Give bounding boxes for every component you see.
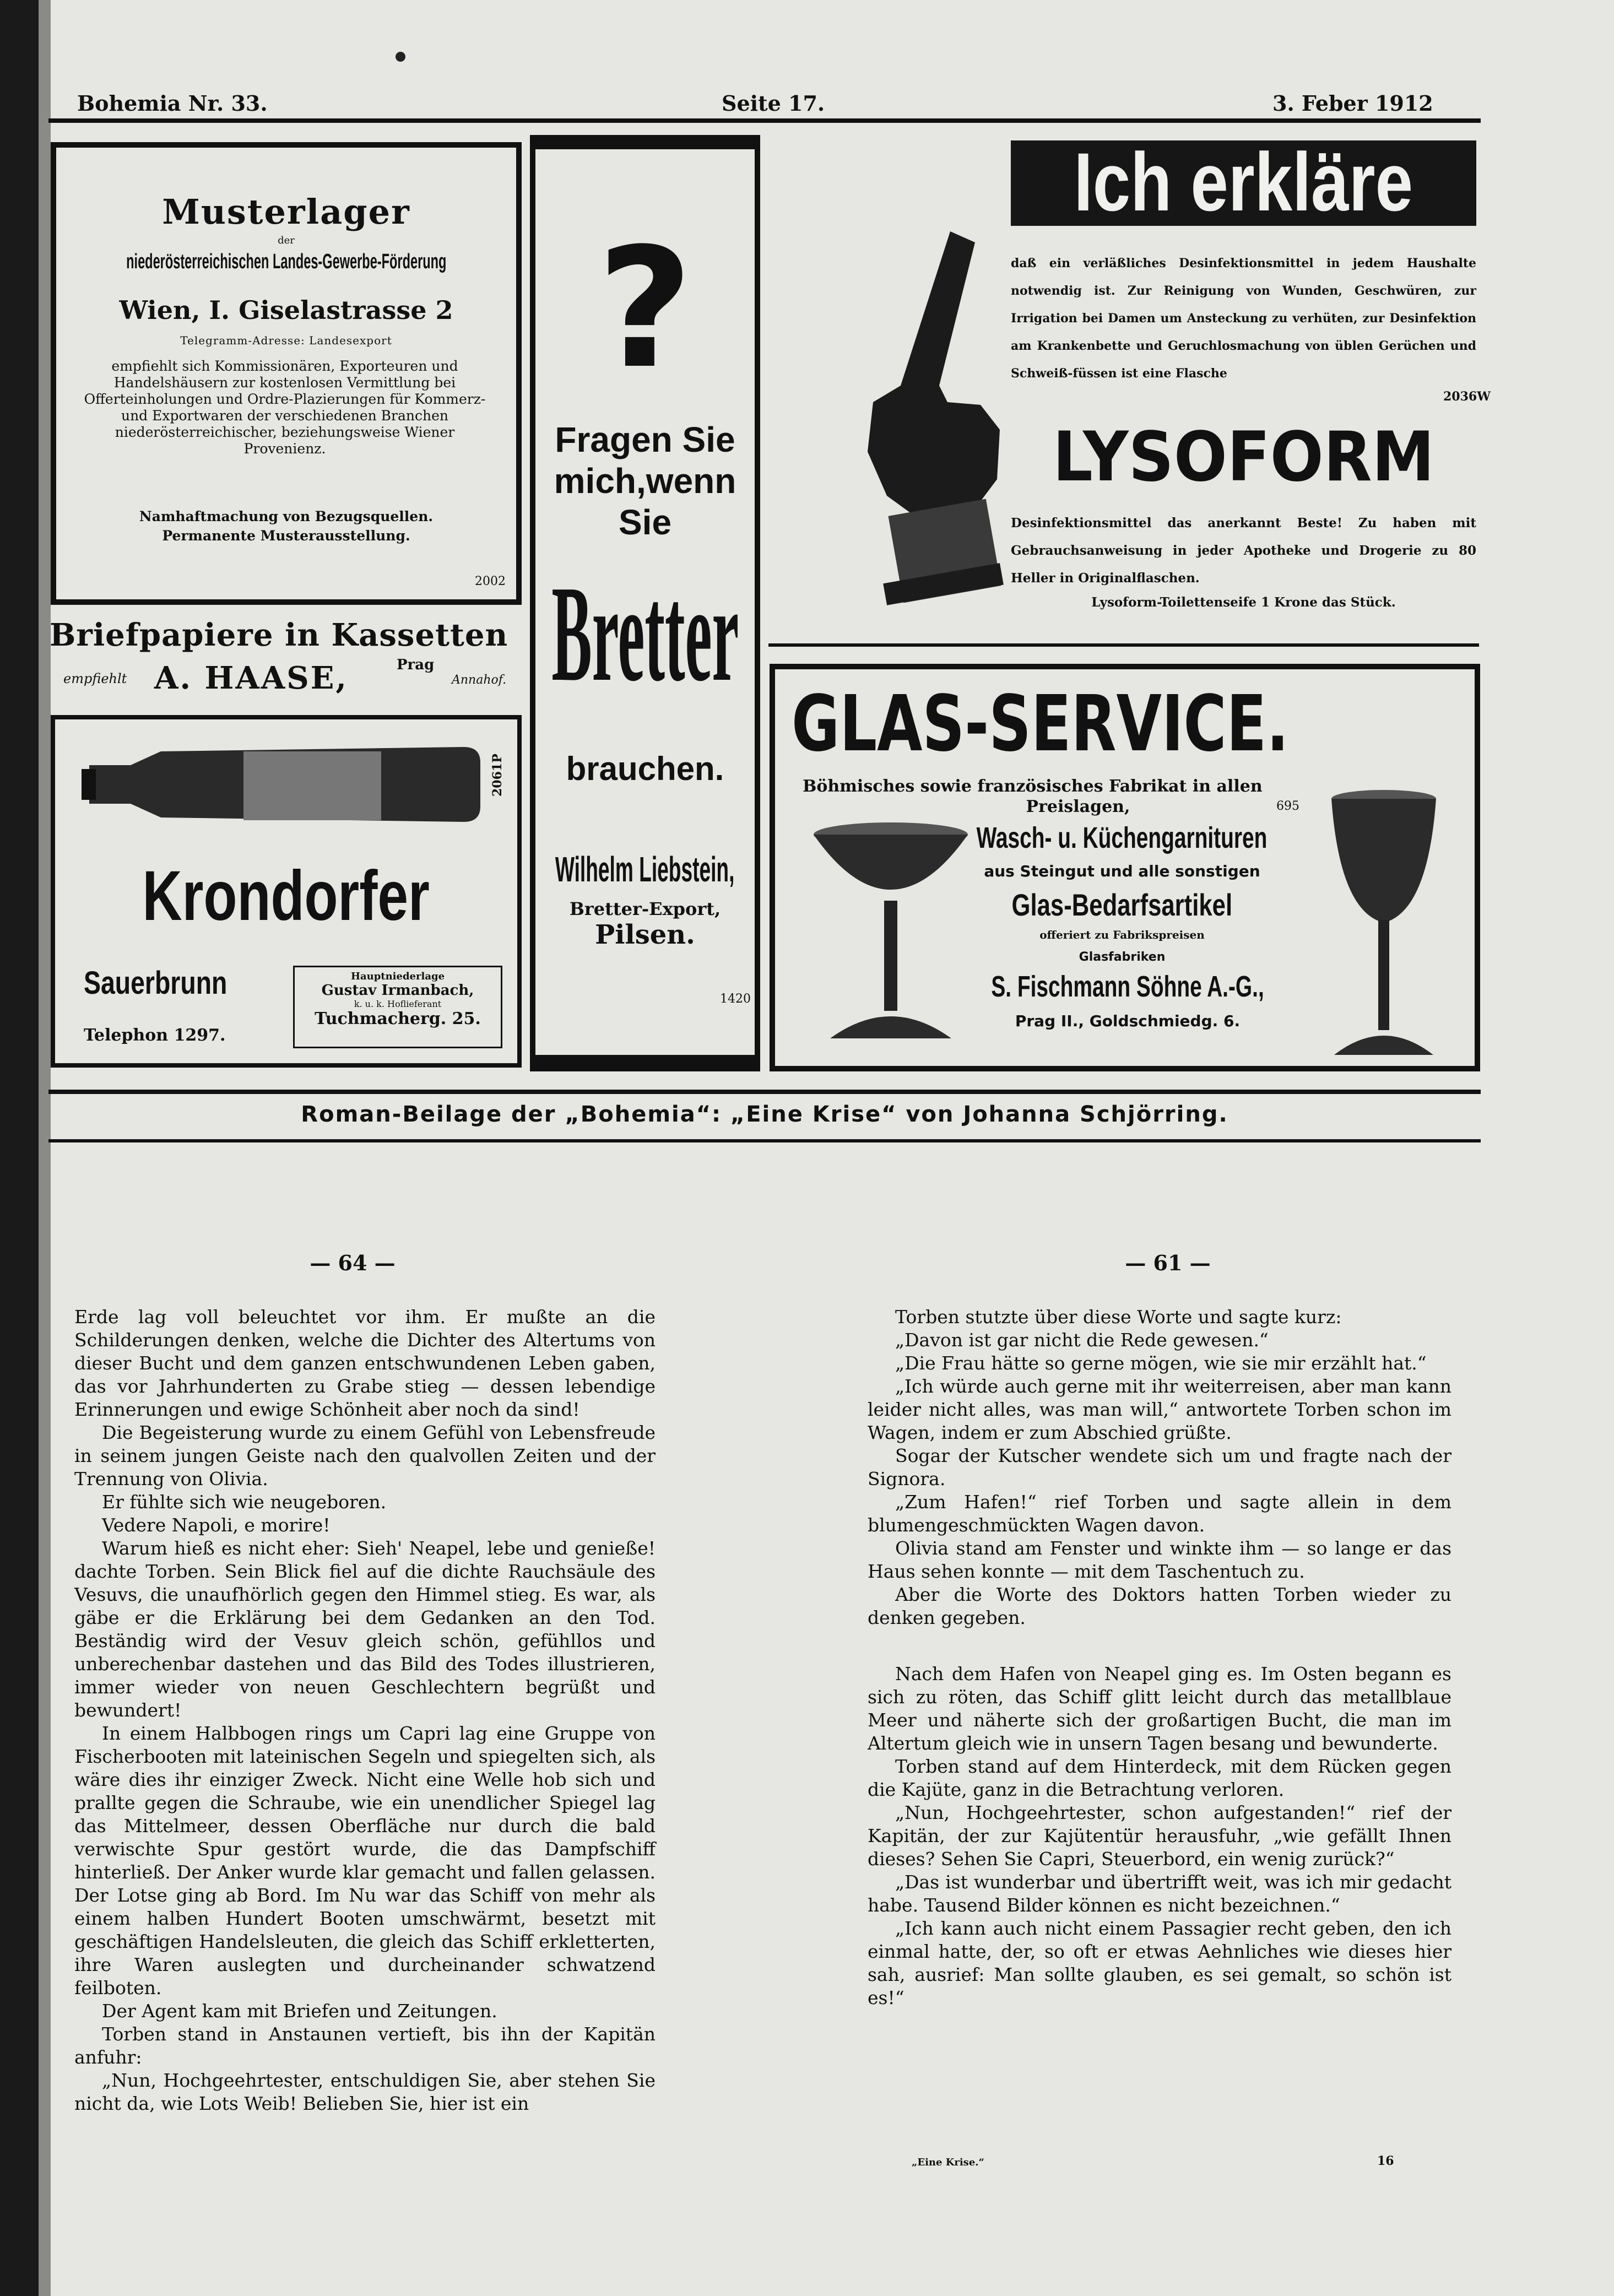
pointing-hand-icon: [835, 220, 1011, 617]
right-paragraph: „Ich kann auch nicht einem Passagier recht geben, den ich einmal hatte, der, so oft er etwas Aehnliches wie dieses hier sah, ausrief: Man sollte glauben, es sei gemalt, so schön ist es!“: [868, 1918, 1451, 2008]
left-paragraph: „Nun, Hochgeehrtester, entschuldigen Sie, aber stehen Sie nicht da, wie Lots Weib! Belieben Sie, hier ist ein: [74, 2070, 656, 2114]
left-text-column: [74, 1306, 656, 2115]
glas-line5: [973, 887, 1271, 924]
wine-glass-illustration: [1318, 785, 1450, 1060]
musterlager-der: der: [278, 235, 295, 246]
left-paragraph: Der Agent kam mit Briefen und Zeitungen.: [102, 2000, 497, 2022]
right-paragraph: Torben stutzte über diese Worte und sagte kurz:: [895, 1306, 1342, 1328]
right-paragraph: Torben stand auf dem Hinterdeck, mit dem Rücken gegen die Kajüte, ganz in die Betrachtung verloren.: [868, 1756, 1451, 1800]
bretter-big: [535, 546, 755, 728]
lysoform-brand-text: LYSOFORM: [1053, 421, 1434, 493]
krondorfer-brand-text: Krondorfer: [142, 864, 430, 930]
musterlager-line2: Permanente Musterausstellung.: [162, 528, 410, 544]
krondorfer-depot-box: [293, 966, 502, 1048]
left-paragraph: Die Begeisterung wurde zu einem Gefühl von Lebensfreude in seinem jungen Geiste nach den qualvollen Zeiten und der Trennung von Olivia.: [74, 1422, 656, 1490]
right-paragraph: „Die Frau hätte so gerne mögen, wie sie mir erzählt hat.“: [895, 1352, 1427, 1374]
punch-hole: [396, 52, 405, 62]
musterlager-org-text: niederösterreichischen Landes-Gewerbe-Förderung: [126, 250, 447, 273]
right-paragraph: „Zum Hafen!“ rief Torben und sagte allein in dem blumengeschmückten Wagen davon.: [868, 1491, 1451, 1536]
bretter-trade: Bretter-Export,: [569, 898, 721, 919]
right-paragraph: Olivia stand am Fenster und winkte ihm — so lange er das Haus sehen konnte — mit dem Taschentuch zu.: [868, 1537, 1451, 1582]
right-paragraph: „Nun, Hochgeehrtester, schon aufgestanden!“ rief der Kapitän, der zur Kajütentür herausfuhr, „wie gefällt Ihnen dieses? Sehen Sie Capri, Steuerbord, ein wenig zurück?“: [868, 1802, 1451, 1870]
left-page-number: — 64 —: [310, 1250, 396, 1275]
banner-rule-bottom: [48, 1139, 1481, 1142]
krondorfer-depot-role: k. u. k. Hoflieferant: [354, 999, 442, 1009]
krondorfer-brand: [55, 864, 517, 930]
glas-line6: offeriert zu Fabrikspreisen: [1039, 928, 1205, 941]
bretter-big-text: Bretter: [551, 557, 739, 710]
bretter-code: 1420: [720, 992, 751, 1006]
left-paragraph: In einem Halbbogen rings um Capri lag eine Gruppe von Fischerbooten mit lateinischen Segeln und spiegelten sich, als wäre dies ihr einziger Zweck. Nicht eine Welle hob sich und prallte gegen die Schraube, wie ein unendlicher Spiegel lag das Mittelmeer, dessen Oberfläche nur durch die bald verwischte Spur gestört wurde, die das Dampfschiff hinterließ. Der Anker wurde klar gemacht und fallen gelassen. Der Lotse ging ab Bord. Im Nu war das Schiff von mehr als einem halben Hundert Booten umschwärmt, besetzt mit geschäftigen Handelsleuten, die gleich das Schiff erkletterten, ihre Waren auslegten und durcheinander schwatzend feilboten.: [74, 1723, 656, 1999]
musterlager-address: Wien, I. Giselastrasse 2: [119, 295, 453, 325]
ad-lysoform: [768, 129, 1491, 650]
glas-headline: [792, 686, 1458, 763]
ad-bretter: [530, 135, 760, 1071]
krondorfer-phone: Telephon 1297.: [84, 1026, 226, 1045]
roman-banner: Roman-Beilage der „Bohemia“: „Eine Krise“ von Johanna Schjörring.: [301, 1102, 1228, 1127]
bottle-illustration: [78, 735, 486, 828]
left-paragraph: Erde lag voll beleuchtet vor ihm. Er mußte an die Schilderungen denken, welche die Dichter des Altertums von dieser Bucht und dem ganzen entschwundenen Leben gaben, das vor Jahrhunderten zu Grabe stieg — dessen lebendige Erinnerungen und ewige Schönheit aber noch da sind!: [74, 1306, 656, 1420]
right-paragraph: „Ich würde auch gerne mit ihr weiterreisen, aber man kann leider nicht alles, was man will,“ antwortete Torben schon im Wagen, indem er zum Abschied grüßte.: [868, 1376, 1451, 1443]
glas-line3-text: Wasch- u. Küchengarnituren: [977, 821, 1268, 854]
glas-line1: Böhmisches sowie französisches Fabrikat in allen: [803, 777, 1263, 796]
lysoform-brand: [1011, 421, 1476, 493]
ad-musterlager: [51, 142, 522, 605]
krondorfer-depot-name: Gustav Irmanbach,: [321, 982, 474, 999]
right-footer-title: „Eine Krise.“: [912, 2157, 984, 2168]
krondorfer-depot-addr: Tuchmacherg. 25.: [315, 1009, 481, 1028]
bretter-question-mark: ?: [597, 213, 694, 405]
krondorfer-depot-title: Hauptniederlage: [350, 971, 445, 982]
bretter-line4: brauchen.: [566, 750, 724, 787]
lysoform-headline: Ich erkläre: [1074, 140, 1413, 226]
glas-headline-text: GLAS-SERVICE.: [792, 686, 1289, 763]
musterlager-code: 2002: [475, 575, 506, 588]
binding-edge: [39, 0, 51, 2296]
right-paragraph: Aber die Worte des Doktors hatten Torben wieder zu denken gegeben.: [868, 1584, 1451, 1628]
banner-rule-top: [48, 1090, 1481, 1094]
bretter-name-text: Wilhelm Liebstein,: [555, 849, 735, 889]
glas-firm: [973, 970, 1282, 1005]
right-paragraph: „Davon ist gar nicht die Rede gewesen.“: [895, 1329, 1269, 1351]
glas-line5-text: Glas-Bedarfsartikel: [1011, 887, 1233, 922]
glas-firm-text: S. Fischmann Söhne A.-G.,: [991, 970, 1264, 1003]
ad-krondorfer: [51, 715, 522, 1068]
bretter-line3: Sie: [618, 502, 672, 542]
lysoform-body: daß ein verläßliches Desinfektionsmittel in jedem Haushalte notwendig ist. Zur Reinigung von Wunden, Geschwüren, zur Irrigation bei Damen um Ansteckung zu verhüten, zur Desinfektion am Krankenbette und Geruchlosmachung von üblen Gerüchen und Schweiß-füssen ist eine Flasche: [1011, 256, 1476, 381]
header-rule: [48, 118, 1481, 123]
ad-briefpapier-city: Prag: [397, 657, 435, 673]
lysoform-tag1: Desinfektionsmittel das anerkannt Beste! Zu haben mit Gebrauchsanweisung in jeder Apotheke und Drogerie zu 80 Heller in Originalflaschen.: [1011, 516, 1476, 586]
glas-line4: aus Steingut und alle sonstigen: [984, 862, 1260, 880]
musterlager-org: [56, 250, 516, 282]
musterlager-line1: Namhaftmachung von Bezugsquellen.: [139, 508, 434, 524]
right-paragraph: Nach dem Hafen von Neapel ging es. Im Osten begann es sich zu röten, das Schiff glitt leicht durch das metallblaue Meer und näherte sich der großartigen Bucht, die man im Altertum gleich wie in unsern Tagen besang und bewunderte.: [868, 1663, 1451, 1754]
musterlager-body: empfiehlt sich Kommissionären, Exporteuren und Handelshäusern zur kostenlosen Vermittlung bei Offerteinholungen und Ordre-Plazierungen für Kommerz- und Exportwaren der verschiedenen Branchen niederösterreichischer, beziehungsweise Wiener Provenienz.: [84, 358, 486, 457]
krondorfer-sub: Sauerbrunn: [84, 965, 228, 1001]
right-paragraph: „Das ist wunderbar und übertrifft weit, was ich mir gedacht habe. Tausend Bilder können es nicht bezeichnen.“: [868, 1871, 1451, 1916]
glas-line3: [973, 821, 1271, 858]
header-page-number: Seite 17.: [722, 91, 825, 116]
bretter-city: Pilsen.: [595, 919, 695, 950]
ad-briefpapier-headline: Briefpapiere in Kassetten: [50, 617, 508, 653]
binding-shadow: [0, 0, 39, 2296]
glas-line7: Glasfabriken: [1079, 950, 1166, 964]
bretter-line1: Fragen Sie: [555, 420, 735, 459]
left-paragraph: Warum hieß es nicht eher: Sieh' Neapel, lebe und genieße! dachte Torben. Sein Blick fiel auf die dichte Rauchsäule des Vesuvs, die unaufhörlich gegen den Himmel stieg. Es war, als gäbe er die Erklärung bei dem Gedanken an den Tod. Beständig wird der Vesuv gleich schön, gefühllos und unberechenbar dastehen und das Bild des Todes illustrieren, immer wieder von neuen Geschlechtern begrüßt und bewundert!: [74, 1537, 656, 1721]
glas-addr: Prag II., Goldschmiedg. 6.: [1015, 1012, 1241, 1030]
right-paragraph: Sogar der Kutscher wendete sich um und fragte nach der Signora.: [868, 1445, 1451, 1490]
glas-code: 695: [1276, 799, 1299, 813]
lysoform-headline-box: [1011, 140, 1476, 226]
header-date: 3. Feber 1912: [1272, 91, 1433, 116]
ad-briefpapier-street: Annahof.: [452, 673, 507, 687]
right-footer-sheet: 16: [1377, 2154, 1394, 2168]
lysoform-code: 2036W: [1443, 389, 1491, 404]
musterlager-title: Musterlager: [162, 192, 410, 232]
left-paragraph: Er fühlte sich wie neugeboren.: [102, 1491, 387, 1513]
header-masthead: Bohemia Nr. 33.: [77, 91, 268, 116]
glas-line2: Preislagen,: [1026, 797, 1130, 816]
left-paragraph: Torben stand in Anstaunen vertieft, bis ihn der Kapitän anfuhr:: [74, 2023, 656, 2068]
lysoform-tag2: Lysoform-Toilettenseife 1 Krone das Stück.: [1091, 595, 1396, 610]
left-paragraph: Vedere Napoli, e morire!: [102, 1514, 331, 1536]
lysoform-bottom-rule: [768, 643, 1479, 647]
bretter-line2: mich,wenn: [554, 461, 736, 501]
ad-briefpapier-name: A. HAASE,: [154, 660, 348, 696]
right-page-number: — 61 —: [1125, 1250, 1211, 1275]
bottle-cap: [82, 769, 96, 800]
musterlager-telegram: Telegramm-Adresse: Landesexport: [180, 334, 392, 347]
bretter-name: [535, 849, 755, 893]
krondorfer-code: 2061P: [490, 754, 505, 797]
ad-glas-service: [770, 664, 1480, 1071]
bottle-label: [243, 751, 381, 820]
ad-briefpapier-empfiehlt: empfiehlt: [63, 671, 127, 686]
right-text-column: [868, 1306, 1451, 2010]
bowl-glass-illustration: [808, 818, 973, 1049]
